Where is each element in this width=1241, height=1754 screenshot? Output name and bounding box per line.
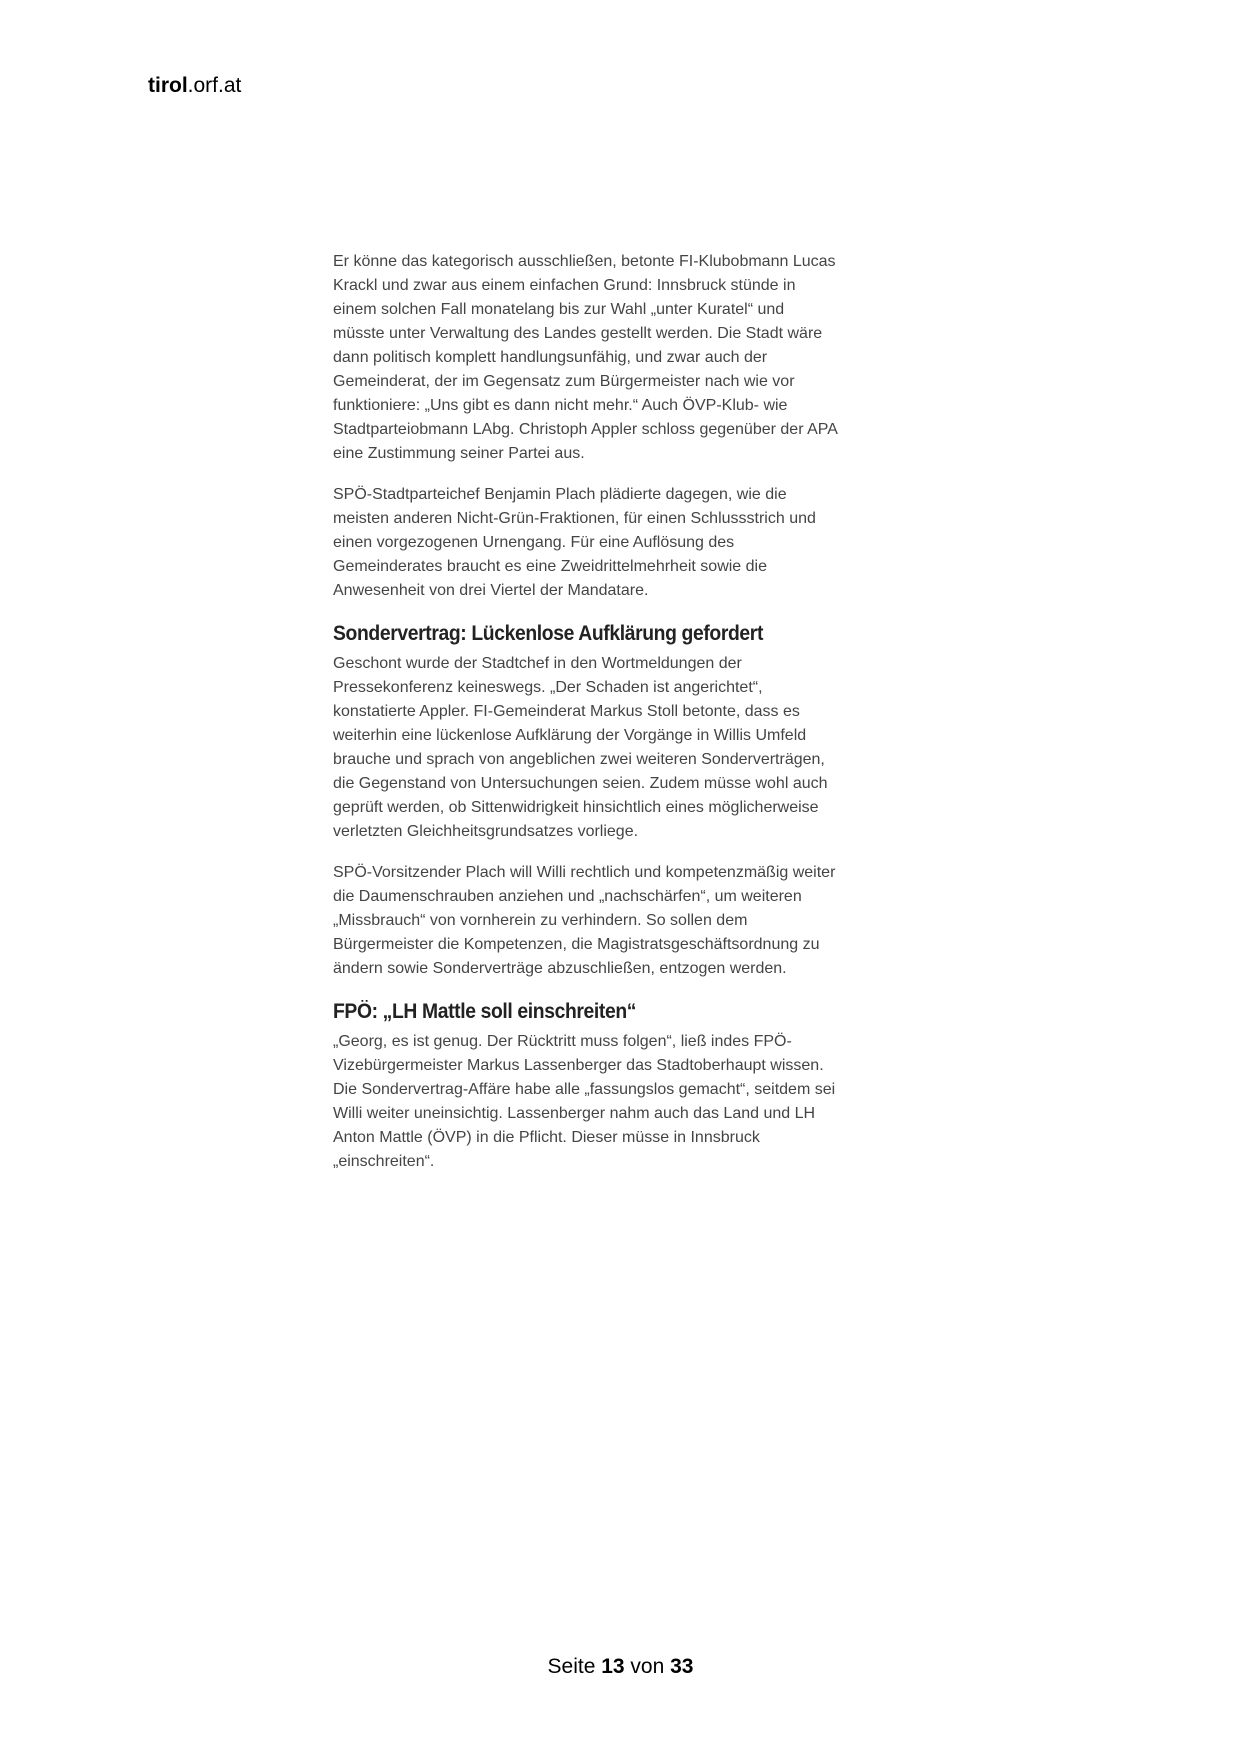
paragraph [333,652,933,844]
text-line: „einschreiten“. [333,1153,435,1170]
text-line: Stadtparteiobmann LAbg. Christoph Appler schloss gegenüber der APA [333,421,838,438]
text-line: weiterhin eine lückenlose Aufklärung der Vorgänge in Willis Umfeld [333,727,807,744]
text-line: ändern sowie Sonderverträge abzuschließen, entzogen werden. [333,960,787,977]
text-line: eine Zustimmung seiner Partei aus. [333,445,585,462]
text-line: geprüft werden, ob Sittenwidrigkeit hinsichtlich eines möglicherweise [333,799,819,816]
page-label: Seite [547,1655,602,1678]
text-line: einen vorgezogenen Urnengang. Für eine Auflösung des [333,534,735,551]
text-line: Er könne das kategorisch ausschließen, betonte FI-Klubobmann Lucas [333,253,836,270]
text-line: Pressekonferenz keineswegs. „Der Schaden ist angerichtet“, [333,679,763,696]
text-line: „Georg, es ist genug. Der Rücktritt muss folgen“, ließ indes FPÖ- [333,1033,792,1050]
text-line: die Daumenschrauben anziehen und „nachschärfen“, um weiteren [333,888,802,905]
text-line: dann politisch komplett handlungsunfähig, und zwar auch der [333,349,768,366]
text-line: brauche und sprach von angeblichen zwei weiteren Sonderverträgen, [333,751,825,768]
article-body [333,250,933,1191]
text-line: Gemeinderates braucht es eine Zweidrittelmehrheit sowie die [333,558,767,575]
text-line: einem solchen Fall monatelang bis zur Wahl „unter Kuratel“ und [333,301,785,318]
page-number [0,1655,1241,1679]
text-line: funktioniere: „Uns gibt es dann nicht mehr.“ Auch ÖVP-Klub- wie [333,397,788,414]
section-heading: FPÖ: „LH Mattle soll einschreiten“ [333,1000,637,1023]
paragraph [333,1030,933,1174]
site-name-bold: tirol [148,74,188,97]
paragraph [333,483,933,603]
text-line: Willi weiter uneinsichtig. Lassenberger nahm auch das Land und LH [333,1105,816,1122]
section-heading: Sondervertrag: Lückenlose Aufklärung gefordert [333,622,764,645]
text-line: meisten anderen Nicht-Grün-Fraktionen, für einen Schlussstrich und [333,510,816,527]
text-line: SPÖ-Vorsitzender Plach will Willi rechtlich und kompetenzmäßig weiter [333,864,836,881]
paragraph [333,250,933,466]
text-line: verletzten Gleichheitsgrundsatzes vorliege. [333,823,639,840]
text-line: Krackl und zwar aus einem einfachen Grund: Innsbruck stünde in [333,277,796,294]
paragraph [333,861,933,981]
text-line: Bürgermeister die Kompetenzen, die Magistratsgeschäftsordnung zu [333,936,820,953]
text-line: Anton Mattle (ÖVP) in die Pflicht. Dieser müsse in Innsbruck [333,1129,760,1146]
text-line: Gemeinderat, der im Gegensatz zum Bürgermeister nach wie vor [333,373,795,390]
site-name-rest: .orf.at [187,74,242,97]
text-line: die Gegenstand von Untersuchungen seien. Zudem müsse wohl auch [333,775,828,792]
total-pages: 33 [670,1655,694,1678]
text-line: Vizebürgermeister Markus Lassenberger das Stadtoberhaupt wissen. [333,1057,824,1074]
current-page: 13 [601,1655,625,1678]
text-line: Anwesenheit von drei Viertel der Mandatare. [333,582,649,599]
text-line: Die Sondervertrag-Affäre habe alle „fassungslos gemacht“, seitdem sei [333,1081,836,1098]
text-line: „Missbrauch“ von vornherein zu verhindern. So sollen dem [333,912,748,929]
page-of-label: von [624,1655,671,1678]
text-line: müsste unter Verwaltung des Landes gestellt werden. Die Stadt wäre [333,325,823,342]
text-line: konstatierte Appler. FI-Gemeinderat Markus Stoll betonte, dass es [333,703,800,720]
text-line: Geschont wurde der Stadtchef in den Wortmeldungen der [333,655,742,672]
site-header [148,74,241,98]
text-line: SPÖ-Stadtparteichef Benjamin Plach plädierte dagegen, wie die [333,486,787,503]
